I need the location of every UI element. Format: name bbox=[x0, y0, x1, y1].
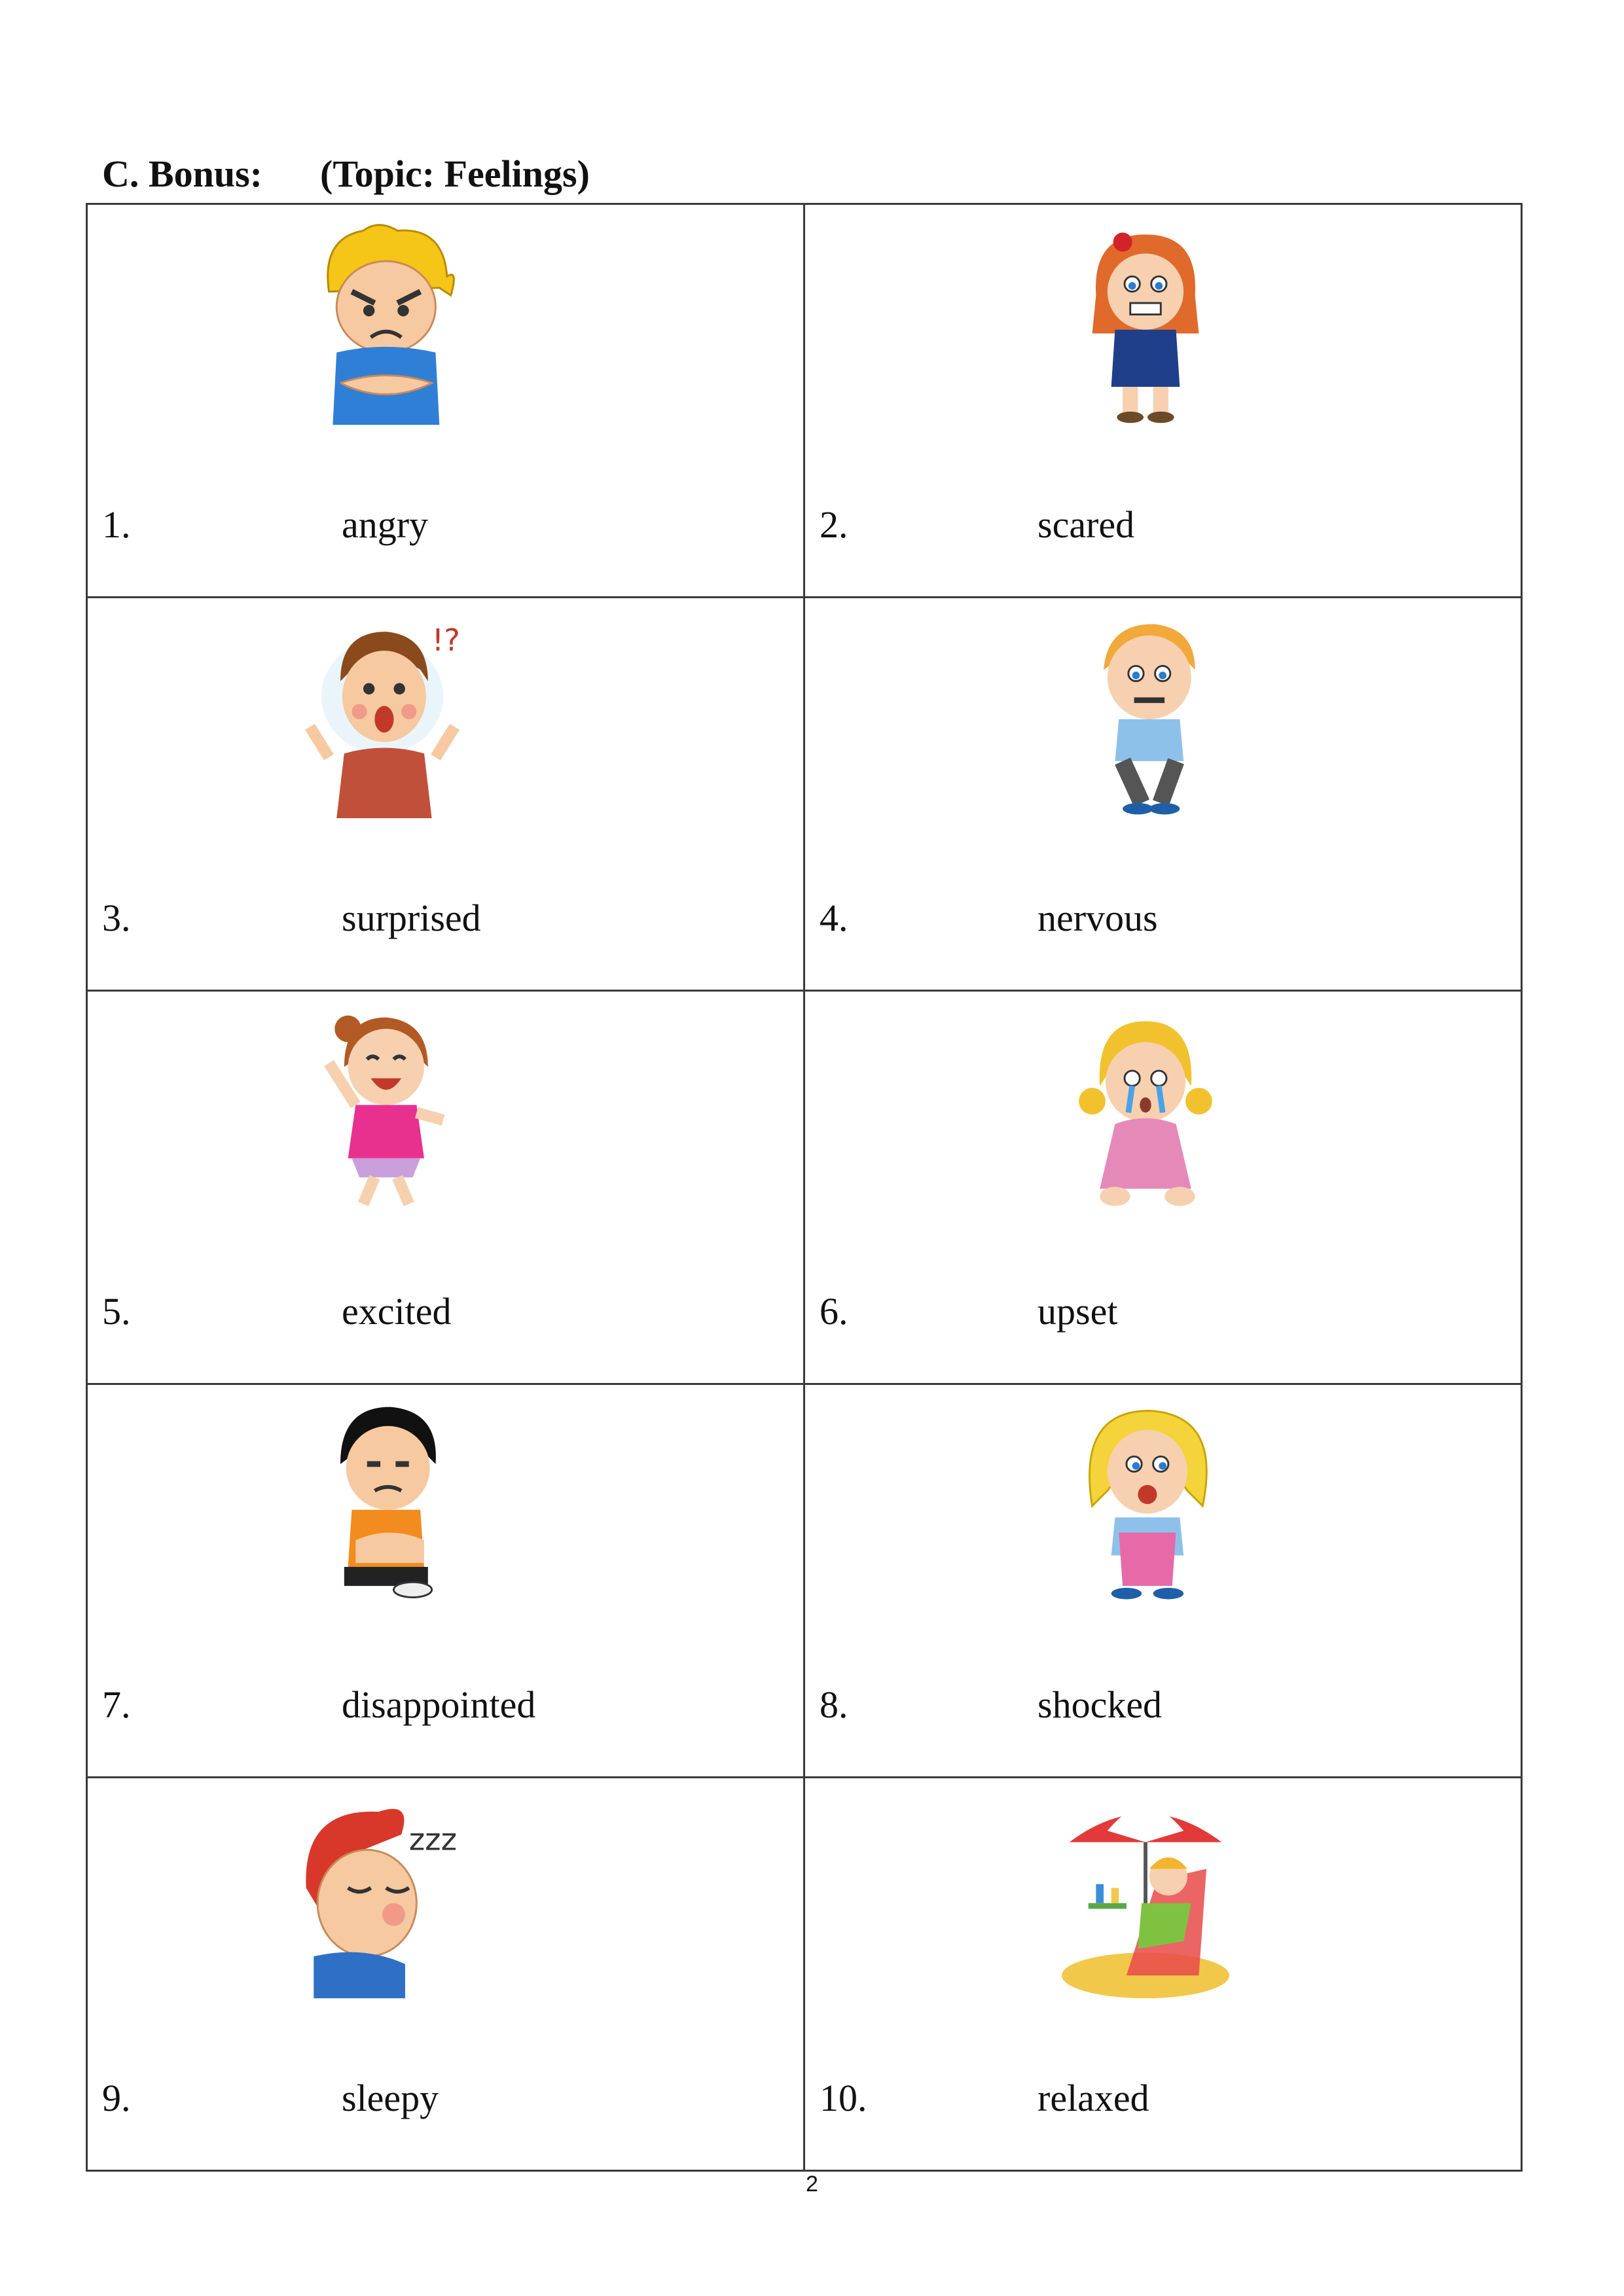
table-row bbox=[87, 991, 1522, 1384]
item-number: 2. bbox=[820, 503, 848, 546]
feeling-word: disappointed bbox=[342, 1683, 536, 1726]
upset-girl-icon bbox=[1047, 1006, 1244, 1215]
feeling-word: sleepy bbox=[342, 2077, 439, 2119]
item-number: 8. bbox=[820, 1683, 848, 1726]
excited-girl-icon bbox=[284, 1006, 480, 1215]
feeling-cell bbox=[804, 991, 1522, 1384]
feeling-word: shocked bbox=[1038, 1683, 1163, 1726]
relaxed-girl-icon bbox=[1047, 1793, 1244, 2002]
table-row bbox=[87, 598, 1522, 991]
feeling-cell bbox=[87, 598, 804, 991]
item-number: 7. bbox=[102, 1683, 131, 1726]
feeling-cell bbox=[87, 204, 804, 598]
feeling-cell bbox=[804, 1778, 1522, 2171]
item-number: 6. bbox=[820, 1290, 848, 1333]
feeling-cell bbox=[87, 991, 804, 1384]
feeling-word: scared bbox=[1038, 503, 1135, 546]
section-label: C. Bonus: bbox=[102, 152, 262, 195]
feeling-word: nervous bbox=[1038, 897, 1158, 939]
feeling-cell bbox=[804, 1384, 1522, 1778]
table-row bbox=[87, 1384, 1522, 1778]
nervous-boy-icon bbox=[1047, 613, 1244, 822]
item-number: 4. bbox=[820, 897, 848, 939]
item-number: 3. bbox=[102, 897, 131, 939]
item-number: 5. bbox=[102, 1290, 131, 1333]
svg-text:!?: !? bbox=[431, 622, 460, 658]
feeling-word: relaxed bbox=[1038, 2077, 1149, 2119]
angry-boy-icon bbox=[284, 219, 480, 429]
table-row bbox=[87, 1778, 1522, 2171]
item-number: 10. bbox=[820, 2077, 867, 2119]
feelings-table bbox=[86, 203, 1523, 2172]
item-number: 1. bbox=[102, 503, 131, 546]
feeling-cell bbox=[87, 1384, 804, 1778]
feeling-cell bbox=[804, 598, 1522, 991]
feeling-word: angry bbox=[342, 503, 429, 546]
feeling-cell bbox=[804, 204, 1522, 598]
feeling-cell bbox=[87, 1778, 804, 2171]
feeling-word: excited bbox=[342, 1290, 452, 1333]
sleepy-boy-icon bbox=[284, 1793, 480, 2002]
disappointed-boy-icon bbox=[284, 1399, 480, 1609]
surprised-boy-icon bbox=[284, 613, 480, 822]
feeling-word: upset bbox=[1038, 1290, 1118, 1333]
topic-label: (Topic: Feelings) bbox=[320, 152, 590, 195]
item-number: 9. bbox=[102, 2077, 131, 2119]
shocked-girl-icon bbox=[1047, 1399, 1244, 1609]
table-row bbox=[87, 204, 1522, 598]
section-heading bbox=[102, 152, 590, 196]
feeling-word: surprised bbox=[342, 897, 481, 939]
svg-text:zzz: zzz bbox=[408, 1821, 458, 1857]
scared-girl-icon bbox=[1047, 219, 1244, 429]
page-number: 2 bbox=[806, 2172, 818, 2197]
